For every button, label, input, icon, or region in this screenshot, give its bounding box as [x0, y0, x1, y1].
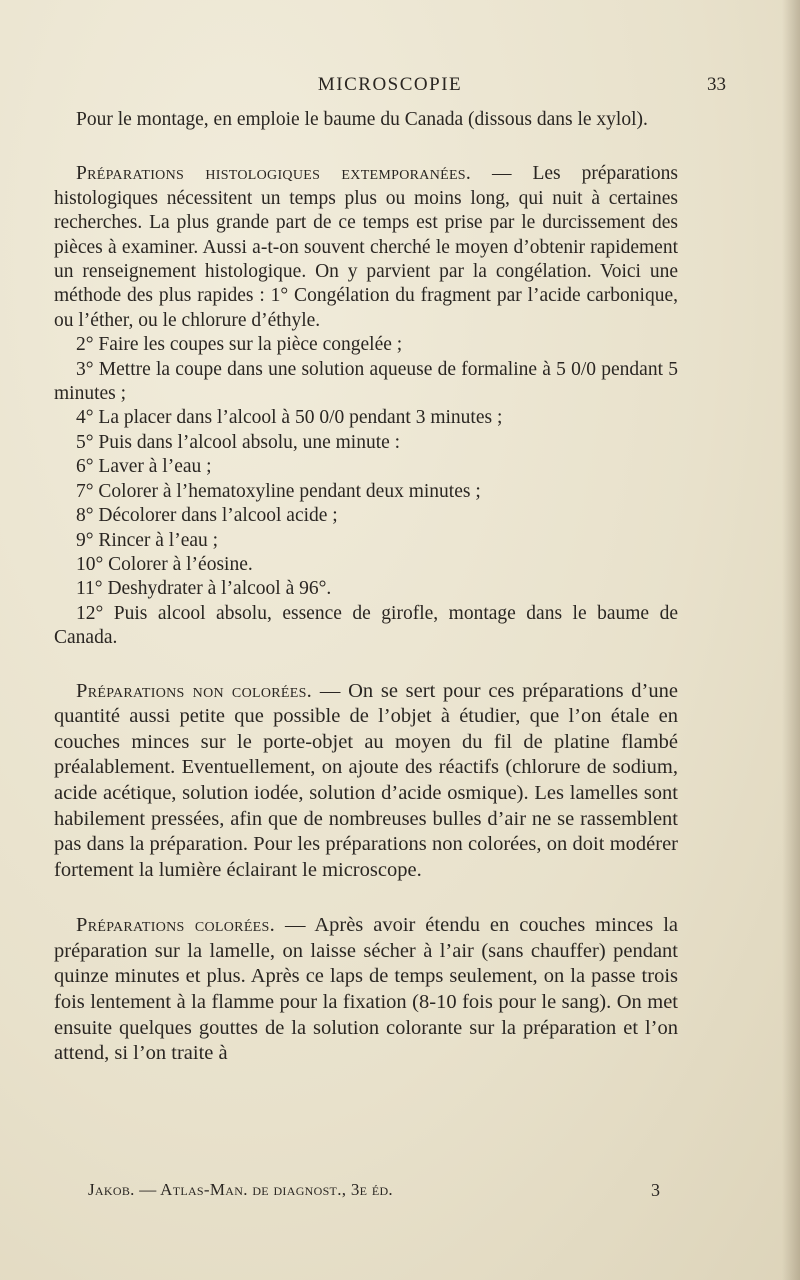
section-heading: Préparations non colorées.	[76, 679, 313, 702]
list-item: 12° Puis alcool absolu, essence de girofle, montage dans le baume de Canada.	[54, 602, 678, 649]
section-text: — Après avoir étendu en couches minces la préparation sur la lamelle, on laisse sécher à l’air (sans chauffer) pendant quinze minutes et plus. Après ce laps de temps seulement, on la passe trois fois lentement à la flamme pour la fixation (8-10 fois pour le sang). On met ensuite quelques gouttes de la solution colorante sur la préparation et l’on attend, si l’on traite à	[54, 914, 678, 1065]
list-item: 11° Deshydrater à l’alcool à 96°.	[76, 578, 332, 600]
page-header	[52, 74, 728, 98]
section-text: — Les préparations histologiques nécessitent un temps plus ou moins long, qui nuit à certaines recherches. La plus grande part de ce temps est prise par le durcissement des pièces à examiner. Aussi a-t-on souvent cherché le moyen d’obtenir rapidement un renseignement histologique. On y parvient par la congélation. Voici une méthode des plus rapides : 1° Congélation du fragment par l’acide carbonique, ou l’éther, ou le chlorure d’éthyle.	[54, 163, 678, 331]
page-edge-shadow	[782, 0, 800, 1280]
body-text	[54, 108, 678, 1067]
section-colorees	[54, 913, 678, 1067]
list-item: 10° Colorer à l’éosine.	[76, 553, 253, 575]
page-footer	[88, 1180, 660, 1204]
section-non-colorees	[54, 679, 678, 884]
list-item: 4° La placer dans l’alcool à 50 0/0 pendant 3 minutes ;	[76, 407, 503, 429]
list-item: 5° Puis dans l’alcool absolu, une minute :	[76, 431, 401, 453]
section-heading: Préparations colorées.	[76, 914, 276, 937]
list-item: 7° Colorer à l’hematoxyline pendant deux minutes ;	[76, 480, 481, 502]
procedure-steps	[54, 333, 678, 650]
signature-mark: 3	[651, 1180, 660, 1200]
intro-paragraph: Pour le montage, en emploie le baume du Canada (dissous dans le xylol).	[76, 109, 648, 130]
list-item: 8° Décolorer dans l’alcool acide ;	[76, 505, 338, 527]
list-item: 6° Laver à l’eau ;	[76, 456, 212, 478]
list-item: 9° Rincer à l’eau ;	[76, 529, 219, 551]
list-item: 2° Faire les coupes sur la pièce congelée ;	[76, 334, 403, 356]
footer-citation: Jakob. — Atlas-Man. de diagnost., 3e éd.	[88, 1180, 393, 1199]
running-title: MICROSCOPIE	[317, 74, 463, 95]
list-item: 3° Mettre la coupe dans une solution aqueuse de formaline à 5 0/0 pendant 5 minutes ;	[54, 358, 678, 405]
section-histologiques	[54, 162, 678, 333]
section-heading: Préparations histologiques extemporanées.	[76, 163, 472, 185]
section-text: — On se sert pour ces préparations d’une quantité aussi petite que possible de l’objet à étudier, que l’on étale en couches minces sur le porte-objet au moyen du fil de platine flambé préalablement. Eventuellement, on ajoute des réactifs (chlorure de sodium, acide acétique, solution iodée, solution d’acide osmique). Les lamelles sont habilement pressées, afin que de nombreuses bulles d’air ne se rassemblent pas dans la préparation. Pour les préparations non colorées, on doit modérer fortement la lumière éclairant le microscope.	[54, 679, 678, 881]
page-number: 33	[707, 74, 726, 95]
